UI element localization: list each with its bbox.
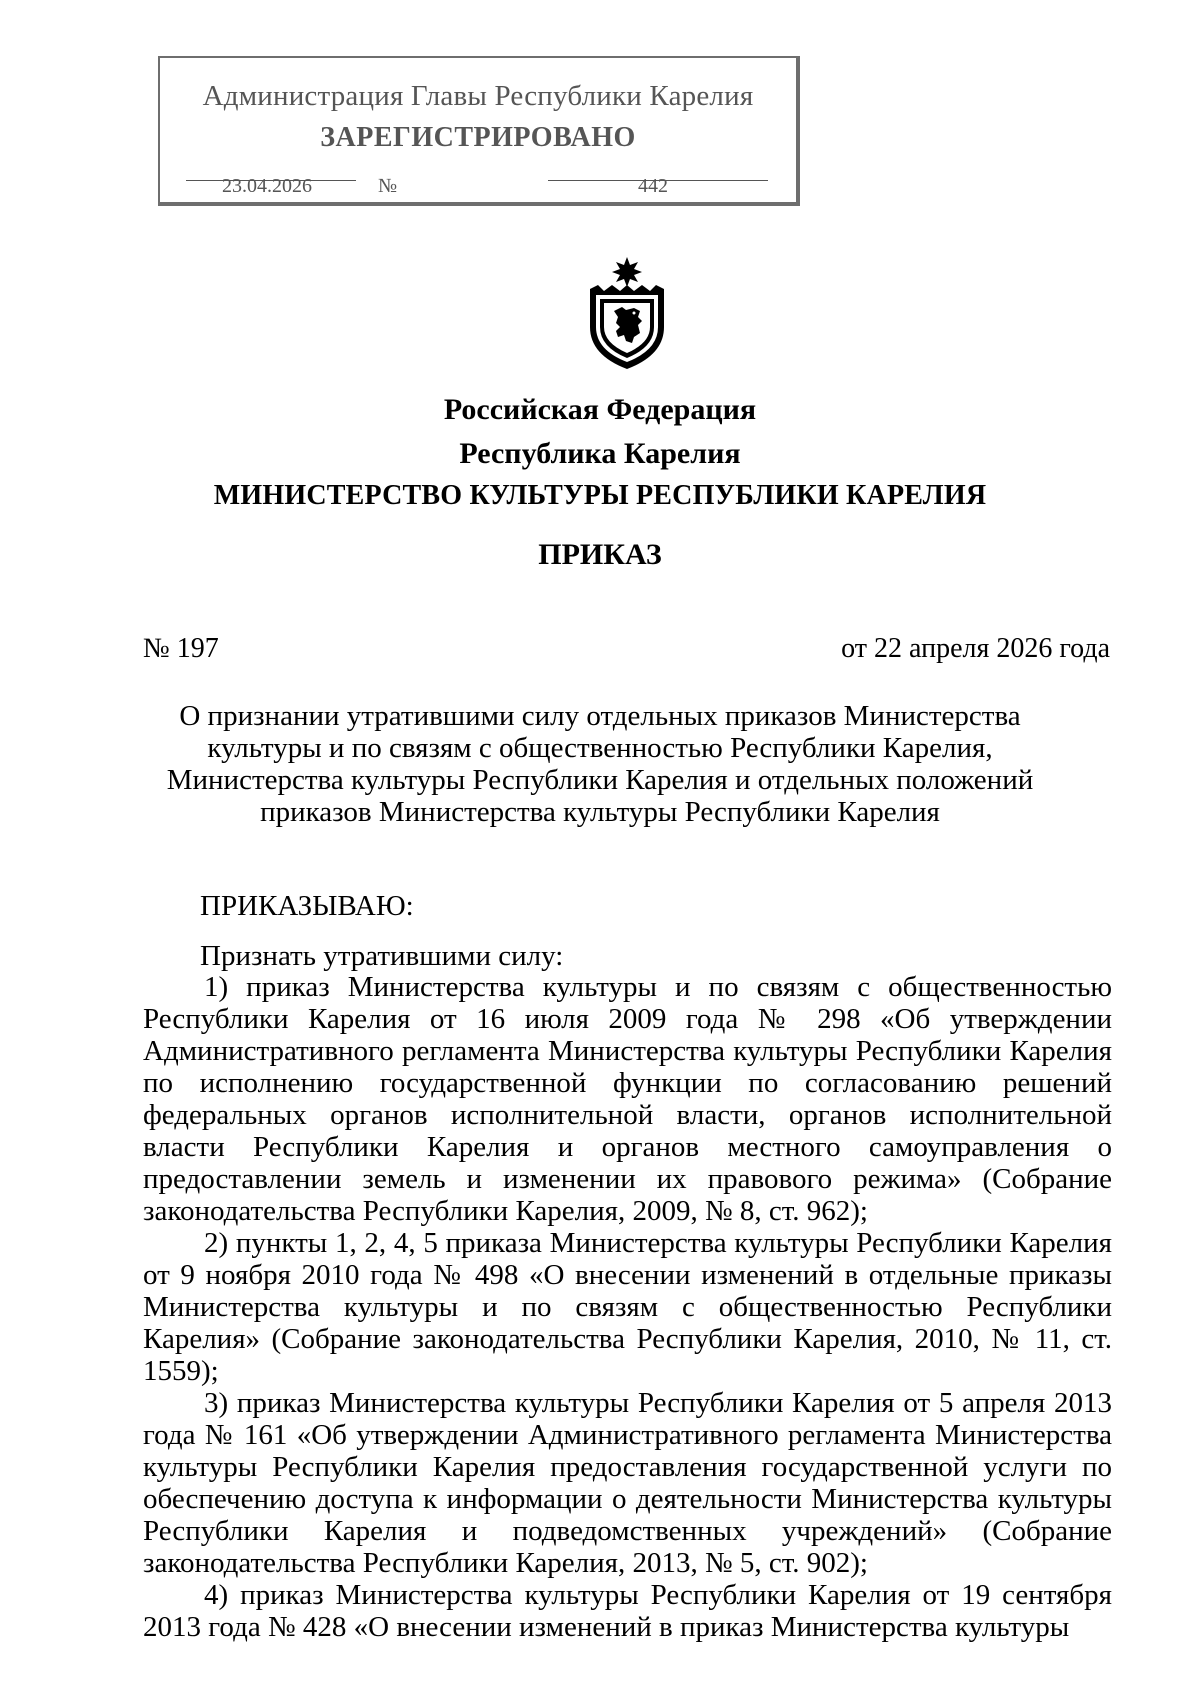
order-date: от 22 апреля 2026 года bbox=[841, 633, 1110, 664]
order-item: 4) приказ Министерства культуры Республики Карелия от 19 сентября 2013 года № 428 «О внесении изменений в приказ Министерства культуры bbox=[143, 1579, 1112, 1643]
karelia-coat-of-arms-icon bbox=[582, 255, 672, 371]
order-body bbox=[143, 971, 1112, 1643]
subject-line: приказов Министерства культуры Республики Карелия bbox=[260, 796, 940, 828]
order-item: 3) приказ Министерства культуры Республики Карелия от 5 апреля 2013 года № 161 «Об утверждении Административного регламента Министерства культуры Республики Карелия предоставления государственной услуги по обеспечению доступа к информации о деятельности Министерства культуры Республики Карелия и подведомственных учреждений» (Собрание законодательства Республики Карелия, 2013, № 5, ст. 902); bbox=[143, 1387, 1112, 1579]
order-subject bbox=[150, 700, 1050, 828]
subject-line: Министерства культуры Республики Карелия и отдельных положений bbox=[166, 764, 1034, 796]
registration-stamp bbox=[158, 56, 800, 206]
document-type: ПРИКАЗ bbox=[538, 538, 662, 571]
subject-line: О признании утратившими силу отдельных приказов Министерства bbox=[179, 700, 1021, 732]
header-ministry: МИНИСТЕРСТВО КУЛЬТУРЫ РЕСПУБЛИКИ КАРЕЛИЯ bbox=[213, 480, 987, 511]
stamp-number-label: № bbox=[378, 175, 398, 197]
stamp-admin-text: Администрация Главы Республики Карелия bbox=[202, 80, 754, 112]
stamp-date: 23.04.2026 bbox=[222, 175, 312, 197]
order-item: 2) пункты 1, 2, 4, 5 приказа Министерства культуры Республики Карелия от 9 ноября 2010 года № 498 «О внесении изменений в отдельные приказы Министерства культуры и по связям с общественностью Республики Карелия» (Собрание законодательства Республики Карелия, 2010, № 11, ст. 1559); bbox=[143, 1227, 1112, 1387]
order-directive: ПРИКАЗЫВАЮ: bbox=[200, 890, 414, 922]
header-country: Российская Федерация bbox=[443, 393, 757, 426]
order-intro: Признать утратившими силу: bbox=[200, 940, 564, 972]
order-item: 1) приказ Министерства культуры и по связям с общественностью Республики Карелия от 16 июля 2009 года № 298 «Об утверждении Административного регламента Министерства культуры Республики Карелия по исполнению государственной функции по согласованию решений федеральных органов исполнительной власти, органов исполнительной власти Республики Карелия и органов местного самоуправления о предоставлении земель и изменении их правового режима» (Собрание законодательства Республики Карелия, 2009, № 8, ст. 962); bbox=[143, 971, 1112, 1227]
stamp-number: 442 bbox=[638, 175, 668, 197]
subject-line: культуры и по связям с общественностью Республики Карелия, bbox=[207, 732, 993, 764]
order-number: № 197 bbox=[143, 633, 219, 664]
stamp-status: ЗАРЕГИСТРИРОВАНО bbox=[320, 122, 636, 153]
header-republic: Республика Карелия bbox=[459, 437, 741, 470]
